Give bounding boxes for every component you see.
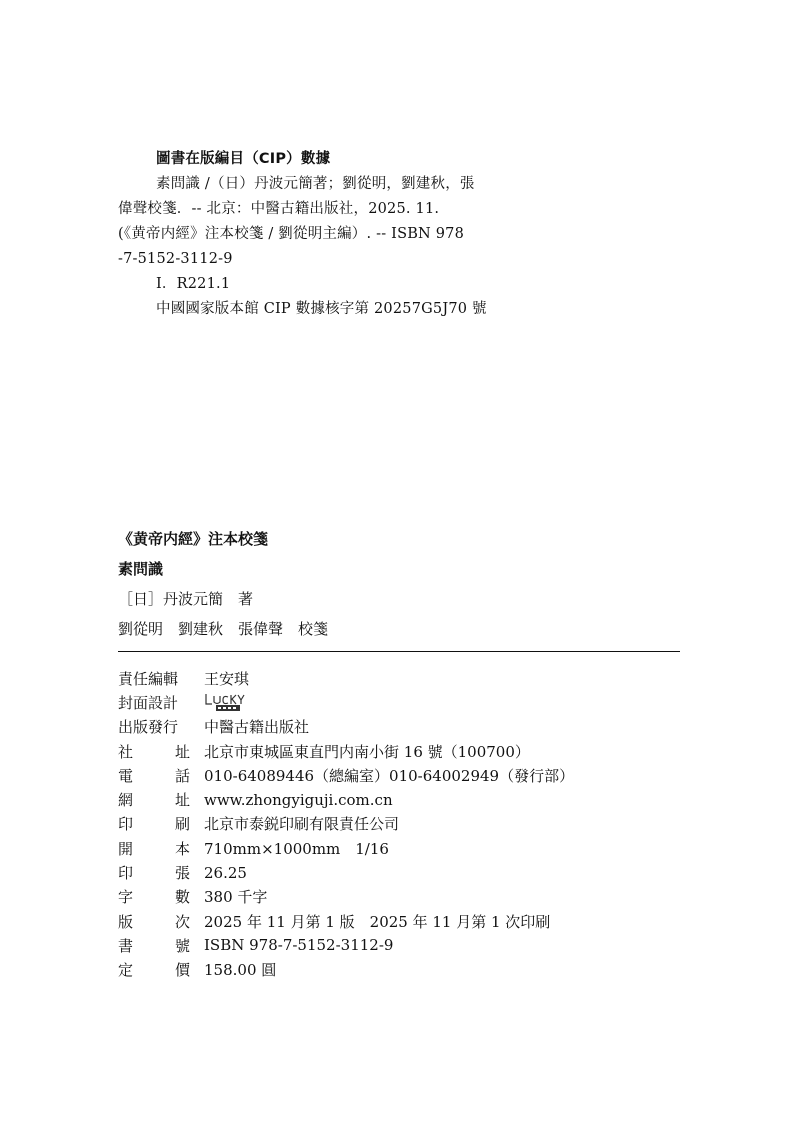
colophon-row-editor bbox=[118, 666, 678, 690]
editors-line: 劉從明 劉建秋 張偉聲 校箋 bbox=[118, 620, 329, 638]
colophon-label: 印 張 bbox=[118, 864, 190, 883]
cip-line-1: 素問識 /（日）丹波元簡著；劉從明，劉建秋，張 bbox=[156, 176, 475, 192]
colophon-label: 電 話 bbox=[118, 766, 190, 785]
cip-line-3: (《黄帝内經》注本校箋 / 劉從明主編）. -- ISBN 978 bbox=[118, 226, 465, 242]
title-block bbox=[118, 524, 678, 644]
colophon-value: 710mm×1000mm 1/16 bbox=[204, 839, 389, 858]
colophon-value: 158.00 圓 bbox=[204, 961, 277, 980]
colophon-value: 2025 年 11 月第 1 版 2025 年 11 月第 1 次印刷 bbox=[204, 912, 551, 931]
colophon-row-website bbox=[118, 787, 678, 811]
colophon-row-printer bbox=[118, 812, 678, 836]
colophon-label: 網 址 bbox=[118, 791, 190, 810]
colophon-value: 中醫古籍出版社 bbox=[204, 718, 310, 737]
colophon-row-edition bbox=[118, 909, 678, 933]
cip-line-2: 偉聲校箋．-- 北京：中醫古籍出版社，2025. 11. bbox=[118, 201, 440, 217]
colophon-row-publisher bbox=[118, 715, 678, 739]
colophon-label: 社 址 bbox=[118, 742, 190, 761]
colophon-label: 封面設計 bbox=[118, 693, 179, 712]
colophon-row-cover-design bbox=[118, 690, 678, 714]
colophon-label: 責任編輯 bbox=[118, 669, 179, 688]
divider-rule bbox=[118, 651, 680, 652]
series-title: 《黄帝内經》注本校箋 bbox=[118, 530, 269, 548]
colophon-table bbox=[118, 666, 678, 982]
colophon-label: 定 價 bbox=[118, 961, 190, 980]
colophon-row-phone bbox=[118, 763, 678, 787]
colophon-row-sheets bbox=[118, 860, 678, 884]
colophon-row-address bbox=[118, 739, 678, 763]
colophon-label: 開 本 bbox=[118, 839, 190, 858]
colophon-label: 書 號 bbox=[118, 936, 190, 955]
book-title: 素問識 bbox=[118, 560, 164, 578]
author-line: ［日］丹波元簡 著 bbox=[118, 590, 254, 608]
colophon-value: 26.25 bbox=[204, 863, 247, 882]
cip-classification: Ⅰ．R221.1 bbox=[156, 276, 231, 292]
colophon-label: 版 次 bbox=[118, 912, 190, 931]
colophon-value: www.zhongyiguji.com.cn bbox=[204, 790, 393, 809]
colophon-value: 王安琪 bbox=[204, 669, 250, 688]
colophon-label: 印 刷 bbox=[118, 815, 190, 834]
designer-logo bbox=[204, 692, 248, 712]
colophon-label: 字 數 bbox=[118, 888, 190, 907]
colophon-row-isbn bbox=[118, 933, 678, 957]
colophon-row-word-count bbox=[118, 885, 678, 909]
colophon-value bbox=[204, 692, 678, 712]
cip-heading: 圖書在版編目（CIP）數據 bbox=[156, 151, 331, 167]
colophon-row-price bbox=[118, 958, 678, 982]
cip-block bbox=[118, 147, 538, 322]
colophon-value: 010-64089446（總編室）010-64002949（發行部） bbox=[204, 766, 575, 785]
colophon-label: 出版發行 bbox=[118, 718, 179, 737]
colophon-row-format bbox=[118, 836, 678, 860]
colophon-value: 北京市東城區東直門内南小街 16 號（100700） bbox=[204, 742, 530, 761]
colophon-value: ISBN 978-7-5152-3112-9 bbox=[204, 936, 394, 955]
cip-line-4: -7-5152-3112-9 bbox=[118, 251, 233, 267]
colophon-value: 北京市泰鋭印刷有限責任公司 bbox=[204, 815, 400, 834]
cip-record-number: 中國國家版本館 CIP 數據核字第 20257G5J70 號 bbox=[156, 301, 487, 317]
colophon-value: 380 千字 bbox=[204, 888, 268, 907]
